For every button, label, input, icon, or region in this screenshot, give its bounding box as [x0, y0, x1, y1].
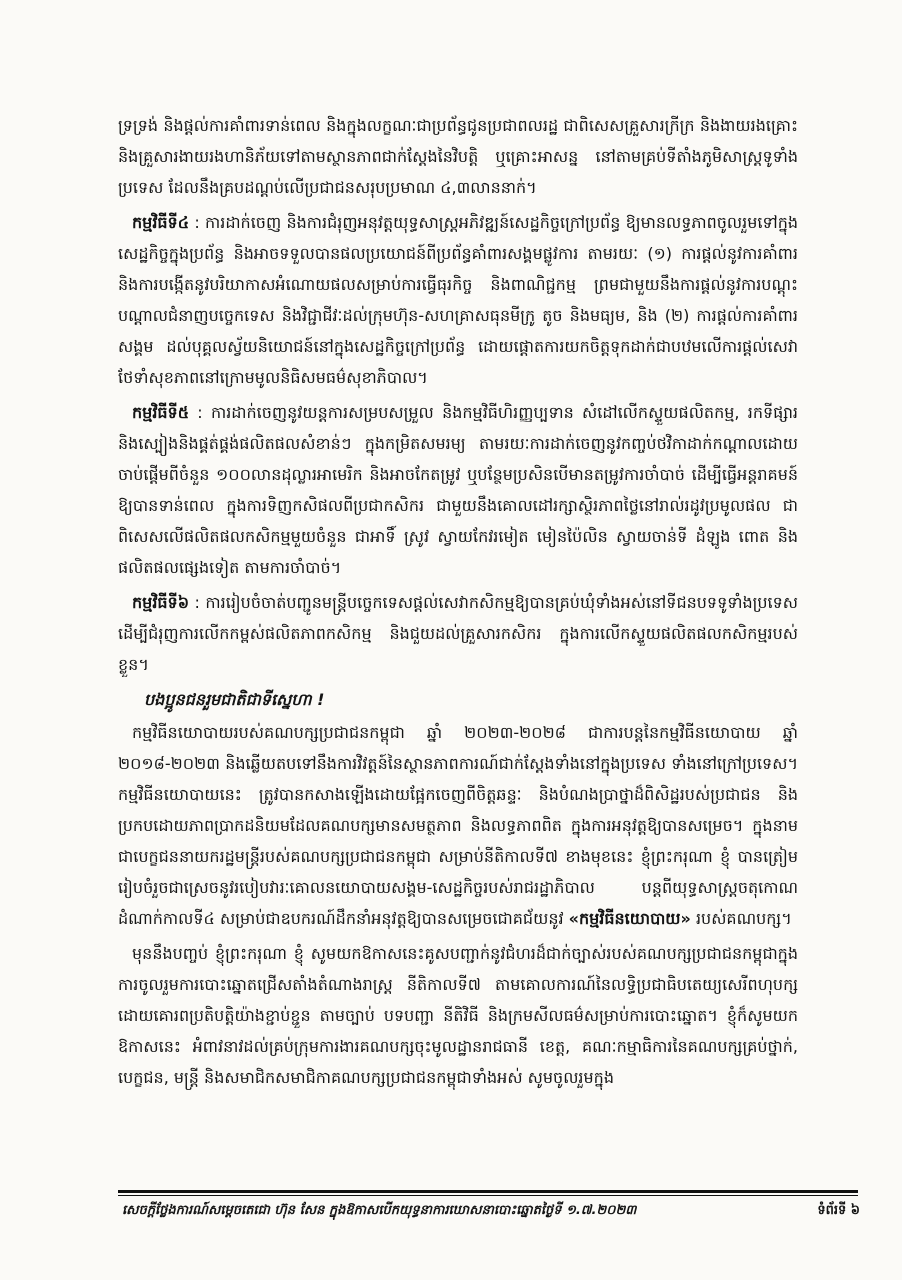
program-6-text: : ការរៀបចំចាត់បញ្ជូនមន្ត្រីបច្ចេកទេសផ្ដល់សេវាកសិកម្មឱ្យបានគ្រប់ឃុំទាំងអស់នៅទីជនបទទូទាំងប្រទេស ដើម្បីជំរុញការលើកកម្ពស់ផលិតភាពកសិកម្ម និងជួយដល់គ្រួសារកសិករ ក្នុងការលើកស្ទួយផលិតផលកសិកម្មរបស់ខ្លួន។: [118, 593, 798, 674]
paragraph-text: មុននឹងបញ្ចប់ ខ្ញុំព្រះករុណា ខ្ញុំ សូមយកឱកាសនេះគូសបញ្ជាក់នូវជំហរដ៏ជាក់ច្បាស់របស់គណបក្សប្រជាជនកម្ពុជាក្នុងការចូលរួមការបោះឆ្នោតជ្រើសតាំងតំណាងរាស្ត្រ នីតិកាលទី៧ តាមគោលការណ៍នៃលទ្ធិប្រជាធិបតេយ្យសេរីពហុបក្ស ដោយគោរពប្រតិបត្តិយ៉ាងខ្ជាប់ខ្ជួន តាមច្បាប់ បទបញ្ជា នីតិវិធី និងក្រមសីលធម៌សម្រាប់ការបោះឆ្នោត។ ខ្ញុំក៏សូមយកឱកាសនេះ អំពាវនាវដល់គ្រប់ក្រុមការងារគណបក្សចុះមូលដ្ឋានរាជធានី ខេត្ត, គណៈកម្មាធិការនៃគណបក្សគ្រប់ថ្នាក់, បេក្ខជន, មន្ត្រី និងសមាជិកសមាជិកាគណបក្សប្រជាជនកម្ពុជាទាំងអស់ សូមចូលរួមក្នុង: [118, 944, 798, 1087]
paragraph-text: កម្មវិធីនយោបាយរបស់គណបក្សប្រជាជនកម្ពុជា ឆ្នាំ ២០២៣-២០២៨ ជាការបន្តនៃកម្មវិធីនយោបាយ ឆ្នាំ ២០១៨-២០២៣ និងឆ្លើយតបទៅនឹងការវិវត្តន៍នៃស្ថានភាពការណ៍ជាក់ស្ដែងទាំងនៅក្នុងប្រទេស ទាំងនៅក្រៅប្រទេស។ កម្មវិធីនយោបាយនេះ ត្រូវបានកសាងឡើងដោយផ្អែកចេញពីចិត្តឆន្ទៈ និងបំណងប្រាថ្នាដ៏ពិសិដ្ឋរបស់ប្រជាជន និងប្រកបដោយភាពប្រាកដនិយមដែលគណបក្សមានសមត្ថភាព និងលទ្ធភាពពិត ក្នុងការអនុវត្តឱ្យបានសម្រេច។ ក្នុងនាមជាបេក្ខជននាយករដ្ឋមន្ត្រីរបស់គណបក្សប្រជាជនកម្ពុជា សម្រាប់នីតិកាលទី៧ ខាងមុខនេះ ខ្ញុំព្រះករុណា ខ្ញុំ បានត្រៀមរៀបចំរួចជាស្រេចនូវរបៀបវារៈគោលនយោបាយសង្គម-សេដ្ឋកិច្ចរបស់រាជរដ្ឋាភិបាល បន្តពីយុទ្ធសាស្ត្រចតុកោណដំណាក់កាលទី៤ សម្រាប់ជាឧបករណ៍ដឹកនាំអនុវត្តឱ្យបានសម្រេចជោគជ័យនូវ: [118, 723, 798, 928]
program-4-label: កម្មវិធីទី៤: [132, 213, 190, 232]
program-4-text: : ការដាក់ចេញ និងការជំរុញអនុវត្តយុទ្ធសាស្ត្រអភិវឌ្ឍន៍សេដ្ឋកិច្ចក្រៅប្រព័ន្ធ ឱ្យមានលទ្ធភាពចូលរួមទៅក្នុងសេដ្ឋកិច្ចក្នុងប្រព័ន្ធ និងអាចទទួលបានផលប្រយោជន៍ពីប្រព័ន្ធគាំពារសង្គមផ្លូវការ តាមរយៈ (១) ការផ្ដល់នូវការគាំពារ និងការបង្កើតនូវបរិយាកាសអំណោយផលសម្រាប់ការធ្វើធុរកិច្ច និងពាណិជ្ជកម្ម ព្រមជាមួយនឹងការផ្ដល់នូវការបណ្ដុះបណ្ដាលជំនាញបច្ចេកទេស និងវិជ្ជាជីវៈដល់ក្រុមហ៊ុន-សហគ្រាសធុនមីក្រូ តូច និងមធ្យម, និង (២) ការផ្ដល់ការគាំពារសង្គម ដល់បុគ្គលស្វ័យនិយោជន៍នៅក្នុងសេដ្ឋកិច្ចក្រៅប្រព័ន្ធ ដោយផ្ដោតការយកចិត្តទុកដាក់ជាបឋមលើការផ្ដល់សេវាថែទាំសុខភាពនៅក្រោមមូលនិធិសមធម៌សុខាភិបាល។: [118, 213, 798, 387]
program-5-text: : ការដាក់ចេញនូវយន្តការសម្របសម្រួល និងកម្មវិធីហិរញ្ញប្បទាន សំដៅលើកស្ទួយផលិតកម្ម, រកទីផ្សារ និងស្បៀងនិងផ្គត់ផ្គង់ផលិតផលសំខាន់ៗ ក្នុងកម្រិតសមរម្យ តាមរយៈការដាក់ចេញនូវកញ្ចប់ថវិកាដាក់កណ្ដាលដោយចាប់ផ្ដើមពីចំនួន ១០០លានដុល្លារអាមេរិក និងអាចកែតម្រូវ ឬបន្ថែមប្រសិនបើមានតម្រូវការចាំបាច់ ដើម្បីធ្វើអន្តរាគមន៍ឱ្យបានទាន់ពេល ក្នុងការទិញកសិផលពីប្រជាកសិករ ជាមួយនឹងគោលដៅរក្សាស្ថិរភាពថ្លៃនៅរាល់រដូវប្រមូលផល ជាពិសេសលើផលិតផលកសិកម្មមួយចំនួន ជាអាទិ៍ ស្រូវ ស្វាយកែវរមៀត មៀនប៉ៃលិន ស្វាយចាន់ទី ដំឡូង ពោត និងផលិតផលផ្សេងទៀត តាមការចាំបាច់។: [118, 403, 798, 577]
paragraph-political-program: [118, 717, 798, 934]
paragraph-text: ទ្រទ្រង់ និងផ្ដល់ការគាំពារទាន់ពេល និងក្នុងលក្ខណៈជាប្រព័ន្ធជូនប្រជាពលរដ្ឋ ជាពិសេសគ្រួសារក្រីក្រ និងងាយរងគ្រោះ និងគ្រួសារងាយរងហានិភ័យទៅតាមស្ថានភាពជាក់ស្ដែងនៃវិបត្តិ ឬគ្រោះអាសន្ន នៅតាមគ្រប់ទីតាំងភូមិសាស្ត្រទូទាំងប្រទេស ដែលនឹងគ្របដណ្ដប់លើប្រជាជនសរុបប្រមាណ ៤,៣លាននាក់។: [118, 116, 798, 197]
program-5-label: កម្មវិធីទី៥: [132, 403, 190, 422]
paragraph-program-4: [118, 207, 798, 393]
paragraph-social-assistance: [118, 110, 798, 203]
body-text: [118, 110, 798, 1097]
page-number: ទំព័រទី ៦: [817, 1203, 860, 1218]
paragraph-text-end: របស់គណបក្ស។: [690, 909, 792, 928]
paragraph-program-6: [118, 587, 798, 680]
section-heading: បងប្អូនជនរួមជាតិជាទីស្នេហា !: [144, 690, 325, 709]
political-program-emphasis: «កម្មវិធីនយោបាយ»: [568, 909, 691, 928]
program-6-label: កម្មវិធីទី៦: [132, 593, 190, 612]
footer-caption: សេចក្ដីថ្លែងការណ៍សម្ដេចតេជោ ហ៊ុន សែន ក្នុងឱកាសបើកយុទ្ធនាការឃោសនាបោះឆ្នោតថ្ងៃទី ១.៧.២០២៣: [122, 1203, 637, 1218]
footer-divider: [118, 1190, 858, 1193]
footer-divider-thin: [118, 1195, 858, 1196]
paragraph-program-5: [118, 397, 798, 583]
paragraph-closing: [118, 938, 798, 1093]
